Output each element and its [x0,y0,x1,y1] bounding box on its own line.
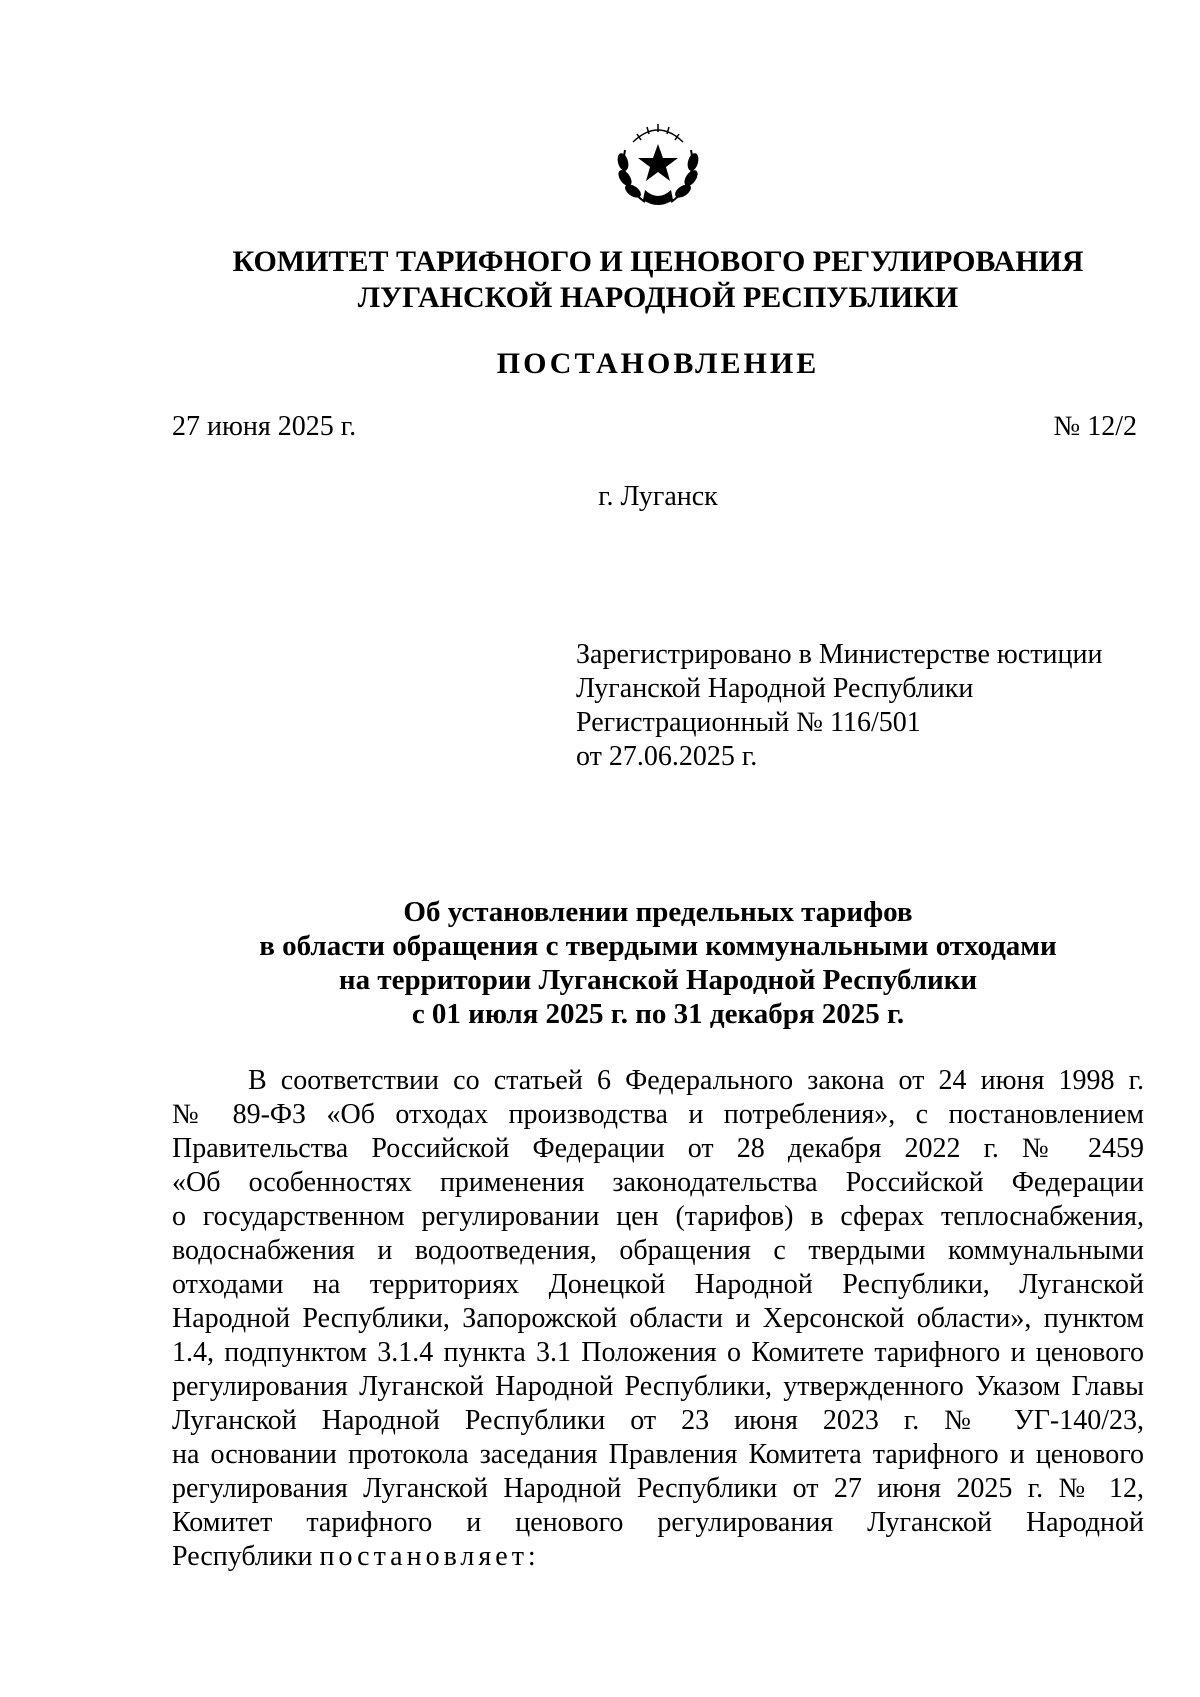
paragraph-line: Комитет тарифного и ценового регулирования Луганской Народной [172,1507,1144,1538]
paragraph-line: отходами на территориях Донецкой Народной Республики, Луганской [172,1269,1144,1300]
registration-line-1: Зарегистрировано в Министерстве юстиции [576,639,1103,670]
subject-line-2: в области обращения с твердыми коммунальными отходами [259,930,1057,962]
registration-line-2: Луганской Народной Республики [576,673,974,704]
paragraph-line: Народной Республики, Запорожской области и Херсонской области», пунктом [172,1303,1144,1334]
document-type: ПОСТАНОВЛЕНИЕ [496,347,820,380]
paragraph-line: регулирования Луганской Народной Республики, утвержденного Указом Главы [172,1371,1144,1402]
document-date: 27 июня 2025 г. [172,411,357,442]
lugansk-coat-of-arms-icon [603,110,713,220]
paragraph-line: «Об особенностях применения законодательства Российской Федерации [172,1167,1144,1198]
paragraph-line: регулирования Луганской Народной Республики от 27 июня 2025 г. № 12, [172,1473,1144,1504]
document-city: г. Луганск [598,481,718,512]
paragraph-line: 1.4, подпунктом 3.1.4 пункта 3.1 Положения о Комитете тарифного и ценового [172,1337,1144,1368]
document-subject [150,895,1166,1031]
subject-line-1: Об установлении предельных тарифов [403,896,913,928]
preamble-paragraph [172,1064,1144,1574]
paragraph-line: В соответствии со статьей 6 Федерального закона от 24 июня 1998 г. [248,1065,1144,1096]
paragraph-line: о государственном регулировании цен (тарифов) в сферах теплоснабжения, [172,1201,1144,1232]
resolves-word: постановляет: [319,1541,540,1572]
subject-line-4: с 01 июля 2025 г. по 31 декабря 2025 г. [411,998,905,1030]
paragraph-last-line [172,1540,1144,1574]
paragraph-line: Луганской Народной Республики от 23 июня 2023 г. № УГ-140/23, [172,1405,1144,1436]
last-line-start: Республики [172,1541,320,1572]
paragraph-line: № 89-ФЗ «Об отходах производства и потребления», с постановлением [172,1099,1144,1130]
registration-stamp [576,638,1102,774]
paragraph-line: Правительства Российской Федерации от 28 декабря 2022 г. № 2459 [172,1133,1144,1164]
organization-title [150,244,1166,316]
organization-title-line-1: КОМИТЕТ ТАРИФНОГО И ЦЕНОВОГО РЕГУЛИРОВАНИЯ [232,245,1084,278]
organization-title-line-2: ЛУГАНСКОЙ НАРОДНОЙ РЕСПУБЛИКИ [357,281,959,314]
registration-line-3: Регистрационный № 116/501 [576,707,921,738]
paragraph-line: водоснабжения и водоотведения, обращения с твердыми коммунальными [172,1235,1144,1266]
registration-line-4: от 27.06.2025 г. [576,741,758,772]
subject-line-3: на территории Луганской Народной Республики [338,964,978,996]
document-number: № 12/2 [1053,411,1137,442]
paragraph-line: на основании протокола заседания Правления Комитета тарифного и ценового [172,1439,1144,1470]
